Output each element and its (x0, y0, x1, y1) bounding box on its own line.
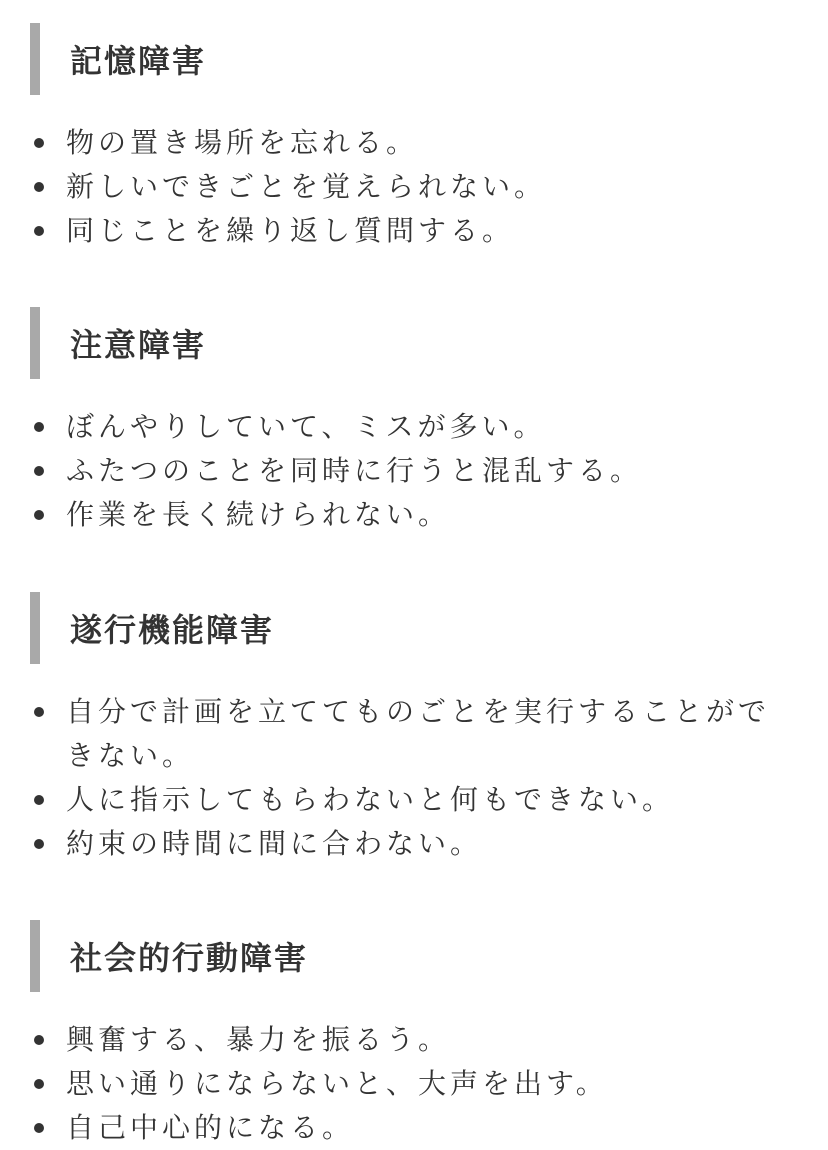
bullet-icon (34, 1035, 44, 1045)
list-item-text: ふたつのことを同時に行うと混乱する。 (66, 454, 643, 488)
bullet-list (0, 1018, 828, 1150)
section-social-behavior-disorder (0, 893, 828, 1150)
bullet-icon (34, 182, 44, 192)
bullet-icon (34, 422, 44, 432)
list-item (0, 405, 828, 449)
list-item (0, 493, 828, 537)
list-item (0, 690, 828, 778)
bullet-icon (34, 510, 44, 520)
list-item (0, 165, 828, 209)
bullet-icon (34, 1079, 44, 1089)
section-memory-disorder (0, 0, 828, 253)
list-item (0, 449, 828, 493)
list-item-text: 自己中心的になる。 (66, 1111, 355, 1145)
list-item (0, 778, 828, 822)
bullet-icon (34, 839, 44, 849)
list-item-text: 同じことを繰り返し質問する。 (66, 214, 515, 248)
section-attention-disorder (0, 280, 828, 537)
bullet-icon (34, 138, 44, 148)
list-item-text: 物の置き場所を忘れる。 (66, 126, 419, 160)
list-item (0, 1106, 828, 1150)
list-item (0, 209, 828, 253)
bullet-icon (34, 795, 44, 805)
list-item-text: 思い通りにならないと、大声を出す。 (66, 1067, 608, 1101)
section-heading: 注意障害 (30, 307, 828, 379)
bullet-icon (34, 1123, 44, 1133)
bullet-icon (34, 226, 44, 236)
section-executive-dysfunction (0, 565, 828, 866)
list-item-text: ぼんやりしていて、ミスが多い。 (66, 410, 546, 444)
bullet-list (0, 690, 828, 866)
list-item-text: 新しいできごとを覚えられない。 (66, 170, 547, 204)
list-item-text: 作業を長く続けられない。 (66, 498, 451, 532)
section-heading: 記憶障害 (30, 23, 828, 95)
list-item (0, 1018, 828, 1062)
list-item-text: 興奮する、暴力を振るう。 (66, 1023, 451, 1057)
bullet-list (0, 121, 828, 253)
list-item-text: 自分で計画を立ててものごとを実行することができない。 (66, 695, 771, 773)
list-item (0, 1062, 828, 1106)
list-item-text: 約束の時間に間に合わない。 (66, 827, 483, 861)
list-item (0, 822, 828, 866)
section-heading: 遂行機能障害 (30, 592, 828, 664)
list-item (0, 121, 828, 165)
list-item-text: 人に指示してもらわないと何もできない。 (66, 783, 675, 817)
bullet-icon (34, 466, 44, 476)
bullet-icon (34, 707, 44, 717)
bullet-list (0, 405, 828, 537)
section-heading: 社会的行動障害 (30, 920, 828, 992)
